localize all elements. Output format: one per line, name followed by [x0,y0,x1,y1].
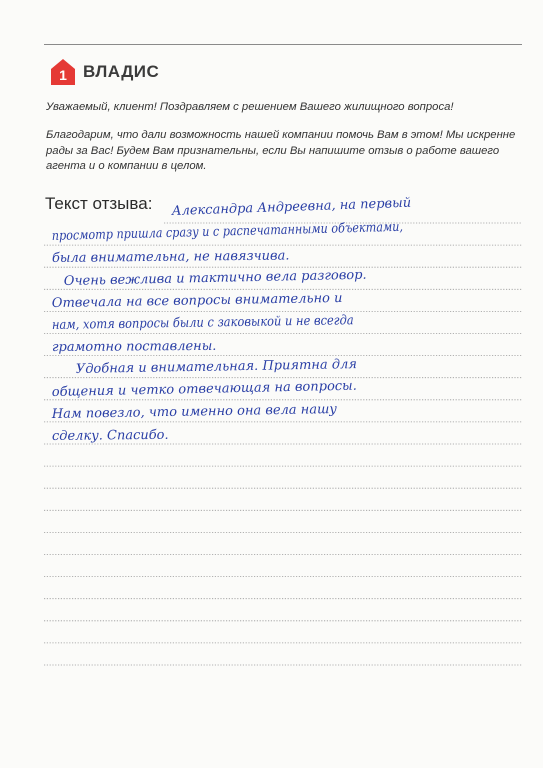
review-title: Текст отзыва: [45,194,153,213]
handwritten-line: Отвечала на все вопросы внимательно и [51,290,343,311]
greeting-text: Уважаемый, клиент! Поздравляем с решением Вашего жилищного вопроса! [46,101,454,113]
thanks-text: Благодарим, что дали возможность нашей компании помочь Вам в этом! Мы искренне рады за Вас! Будем Вам признательны, если Вы напишите отзыв о работе вашего агента и о компании в целом. [46,129,516,172]
handwritten-line: Александра Андреевна, на первый [171,195,412,219]
handwritten-line: была внимательна, не навязчива. [51,248,290,266]
handwritten-line: грамотно поставлены. [51,338,217,355]
handwritten-line: Удобная и внимательная. Приятна для [75,357,358,377]
handwritten-line: Очень вежлива и тактично вела разговор. [63,267,367,289]
handwritten-line: Нам повезло, что именно она вела нашу [51,402,338,422]
handwritten-line: просмотр пришла сразу и с распечатанными объектами, [51,219,404,244]
handwritten-line: нам, хотя вопросы были с заковыкой и не всегда [51,313,354,333]
brand-name: ВЛАДИС [83,62,160,81]
handwritten-line: общения и четко отвечающая на вопросы. [51,378,357,400]
handwritten-line: сделку. Спасибо. [51,427,169,444]
svg-text:1: 1 [59,67,67,83]
